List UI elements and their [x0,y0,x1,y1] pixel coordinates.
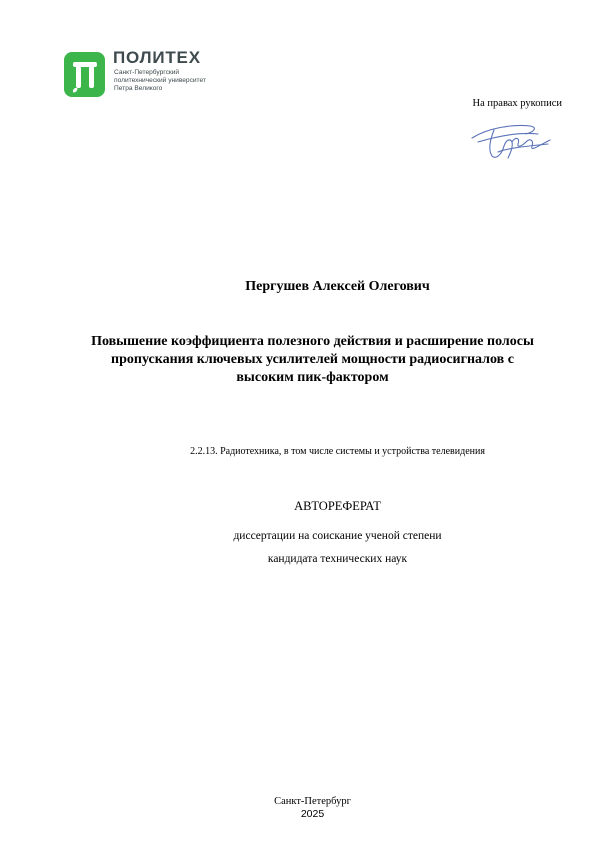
author-name: Пергушев Алексей Олегович [245,279,430,294]
logo-subtitle [114,69,206,93]
dissertation-title [40,333,585,387]
purpose-line: кандидата технических наук [267,553,408,565]
rights-note: На правах рукописи [472,98,562,109]
purpose-line: диссертации на соискание ученой степени [233,530,442,542]
logo-subtitle-line: политехнический университет [114,77,206,84]
degree-purpose [0,525,595,571]
title-line: высоким пик-фактором [236,370,389,385]
footer-year: 2025 [300,808,325,820]
specialty-code: 2.2.13. Радиотехника, в том числе системы и устройства телевидения [190,446,485,457]
footer-city: Санкт-Петербург [274,796,351,807]
logo-subtitle-line: Санкт-Петербургский [114,69,180,76]
logo-brand-name: ПОЛИТЕХ [113,48,201,67]
document-type: АВТОРЕФЕРАТ [294,499,381,513]
title-line: Повышение коэффициента полезного действия и расширение полосы [91,334,534,349]
title-line: пропускания ключевых усилителей мощности радиосигналов с [111,352,514,367]
logo-subtitle-line: Петра Великого [114,85,163,92]
polytech-logo-icon [64,52,105,97]
handwritten-signature-icon [468,116,554,162]
